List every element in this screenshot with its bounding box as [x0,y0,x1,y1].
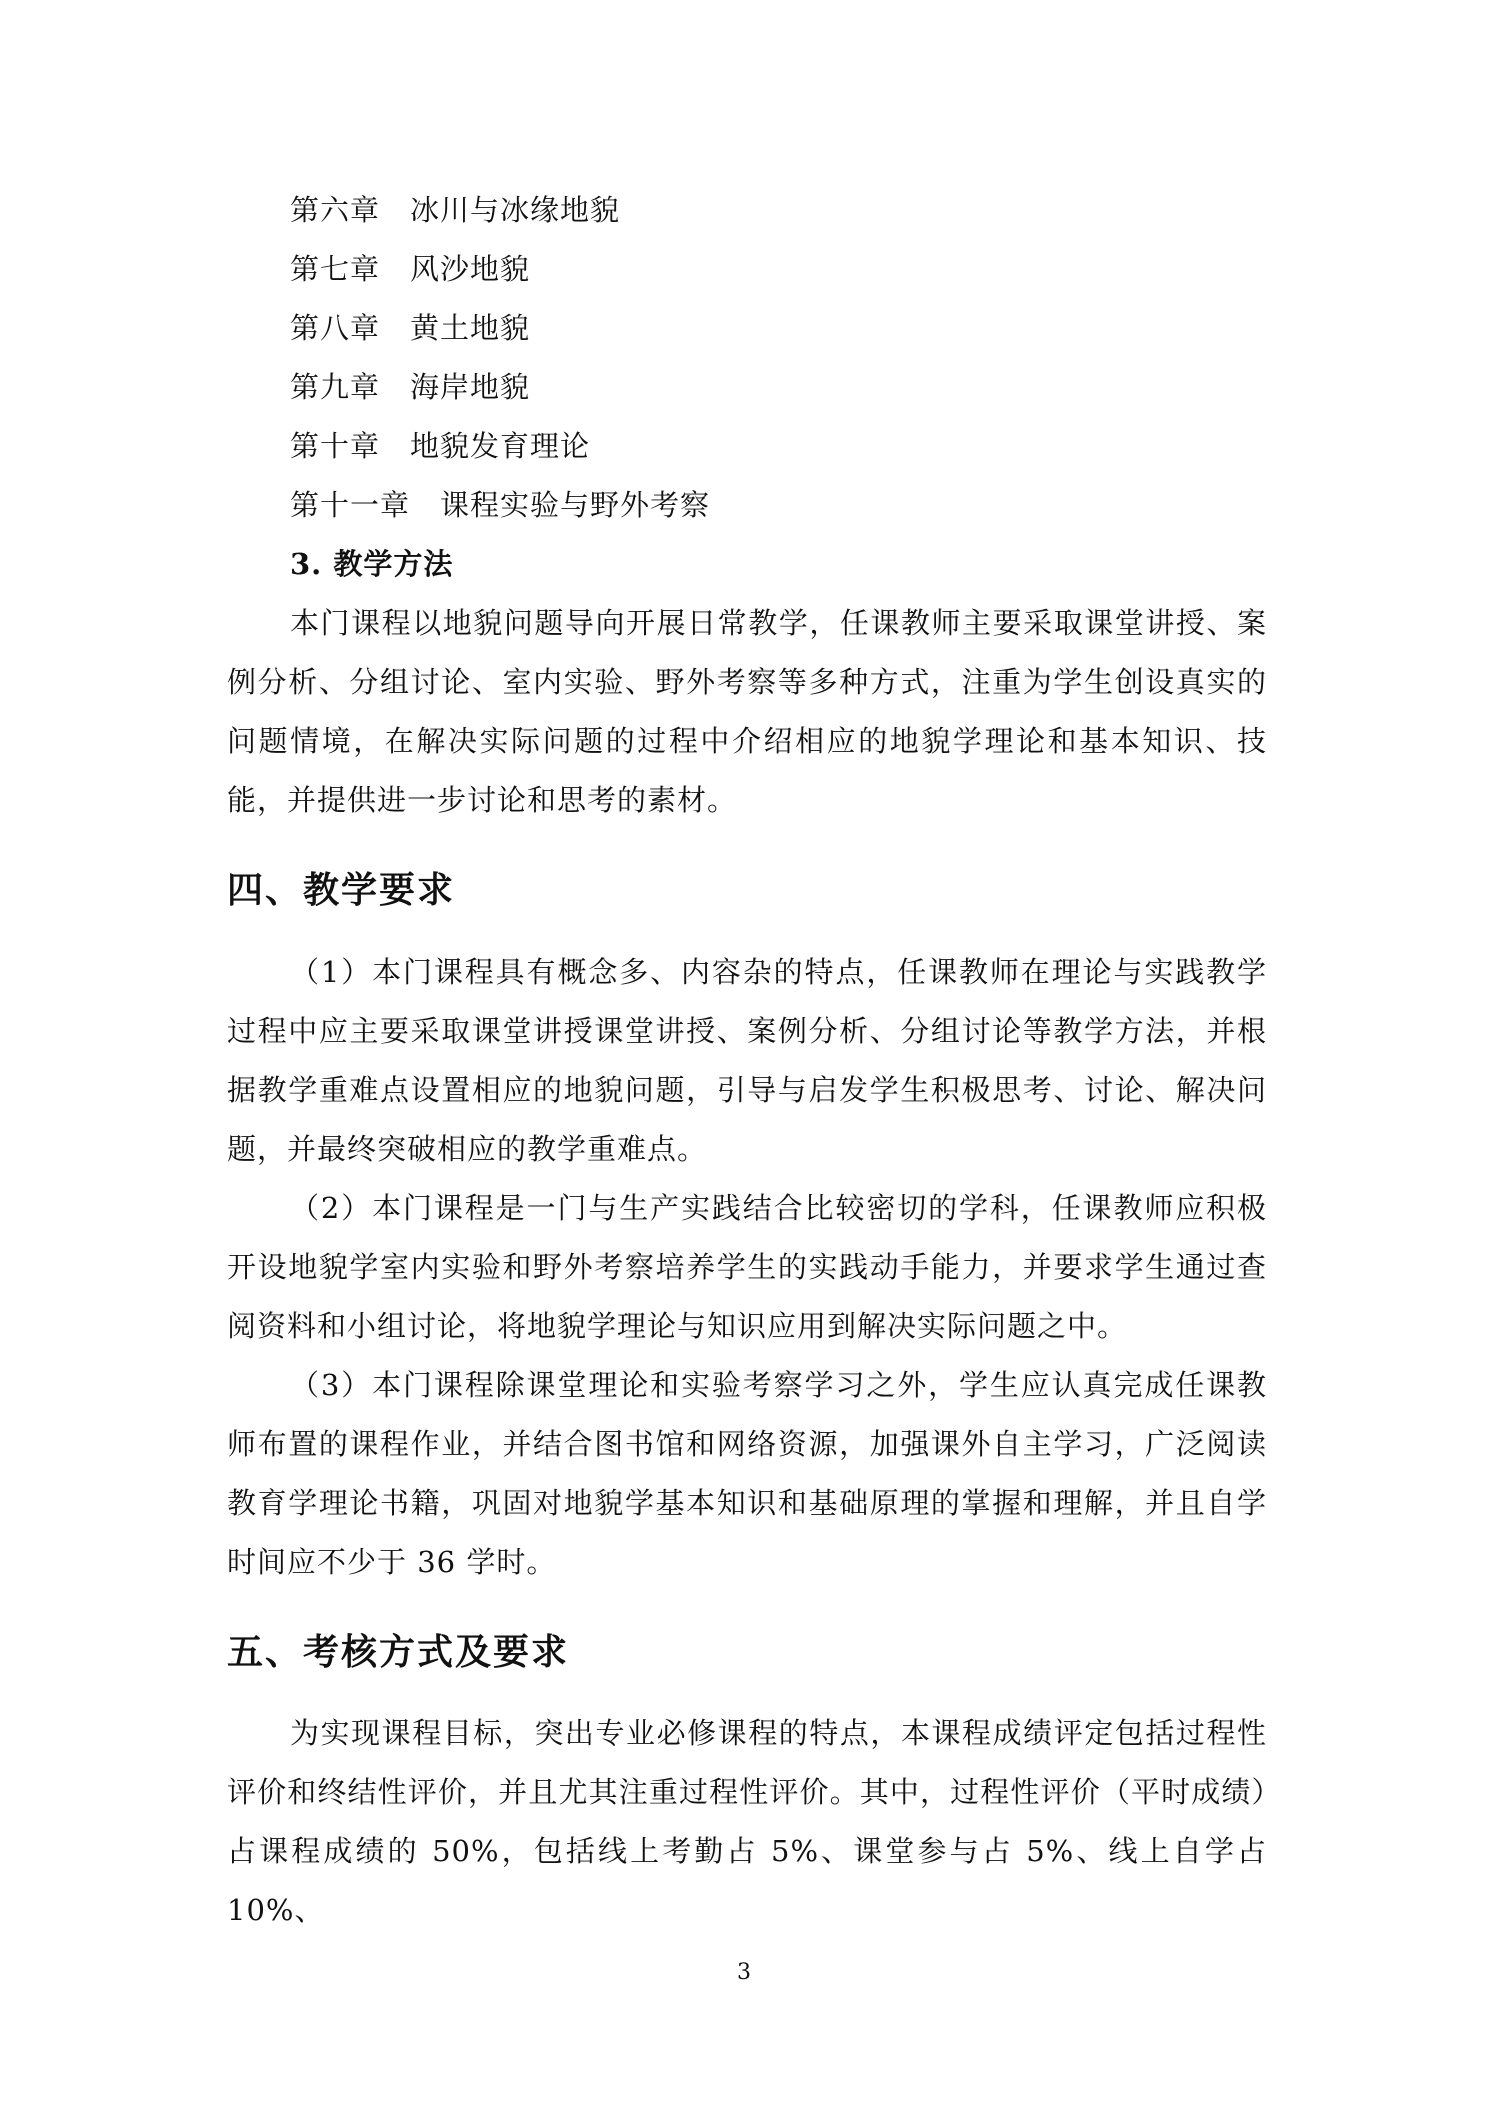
chapter-number: 第七章 [290,252,381,286]
chapter-title: 风沙地貌 [410,252,531,286]
chapter-line [290,476,710,535]
chapter-line [290,181,620,240]
teaching-method-paragraph: 本门课程以地貌问题导向开展日常教学，任课教师主要采取课堂讲授、案例分析、分组讨论、室内实验、野外考察等多种方式，注重为学生创设真实的问题情境，在解决实际问题的过程中介绍相应的地貌学理论和基本知识、技能，并提供进一步讨论和思考的素材。 [227,606,1267,817]
chapter-number: 第九章 [290,370,381,404]
requirement-paragraph: （2）本门课程是一门与生产实践结合比较密切的学科，任课教师应积极开设地貌学室内实验和野外考察培养学生的实践动手能力，并要求学生通过查阅资料和小组讨论，将地貌学理论与知识应用到解决实际问题之中。 [227,1191,1267,1343]
chapter-number: 第六章 [290,193,381,227]
chapter-number: 第八章 [290,311,381,345]
chapter-line [290,240,530,299]
page-number: 3 [737,1960,751,1985]
chapter-title: 地貌发育理论 [410,429,591,463]
requirement-paragraph: （1）本门课程具有概念多、内容杂的特点，任课教师在理论与实践教学过程中应主要采取课堂讲授课堂讲授、案例分析、分组讨论等教学方法，并根据教学重难点设置相应的地貌问题，引导与启发学生积极思考、讨论、解决问题，并最终突破相应的教学重难点。 [227,955,1267,1166]
chapter-title: 冰川与冰缘地貌 [410,193,621,227]
requirement-paragraph: （3）本门课程除课堂理论和实验考察学习之外，学生应认真完成任课教师布置的课程作业，并结合图书馆和网络资源，加强课外自主学习，广泛阅读教育学理论书籍，巩固对地貌学基本知识和基础原理的掌握和理解，并且自学时间应不少于 36 学时。 [227,1368,1267,1579]
chapter-line [290,358,530,417]
assessment-paragraph: 为实现课程目标，突出专业必修课程的特点，本课程成绩评定包括过程性评价和终结性评价，并且尤其注重过程性评价。其中，过程性评价（平时成绩）占课程成绩的 50%，包括线上考勤占 5%、课堂参与占 5%、线上自学占 10%、 [227,1716,1267,1927]
section-heading-teaching-requirements: 四、教学要求 [227,869,456,911]
teaching-method-heading: 3. 教学方法 [290,547,454,581]
chapter-title: 课程实验与野外考察 [440,488,711,522]
section-heading-assessment: 五、考核方式及要求 [227,1631,570,1673]
chapter-number: 第十章 [290,429,381,463]
chapter-line [290,299,530,358]
chapter-title: 黄土地貌 [410,311,531,345]
chapter-number: 第十一章 [290,488,411,522]
chapter-title: 海岸地貌 [410,370,531,404]
chapter-line [290,417,590,476]
